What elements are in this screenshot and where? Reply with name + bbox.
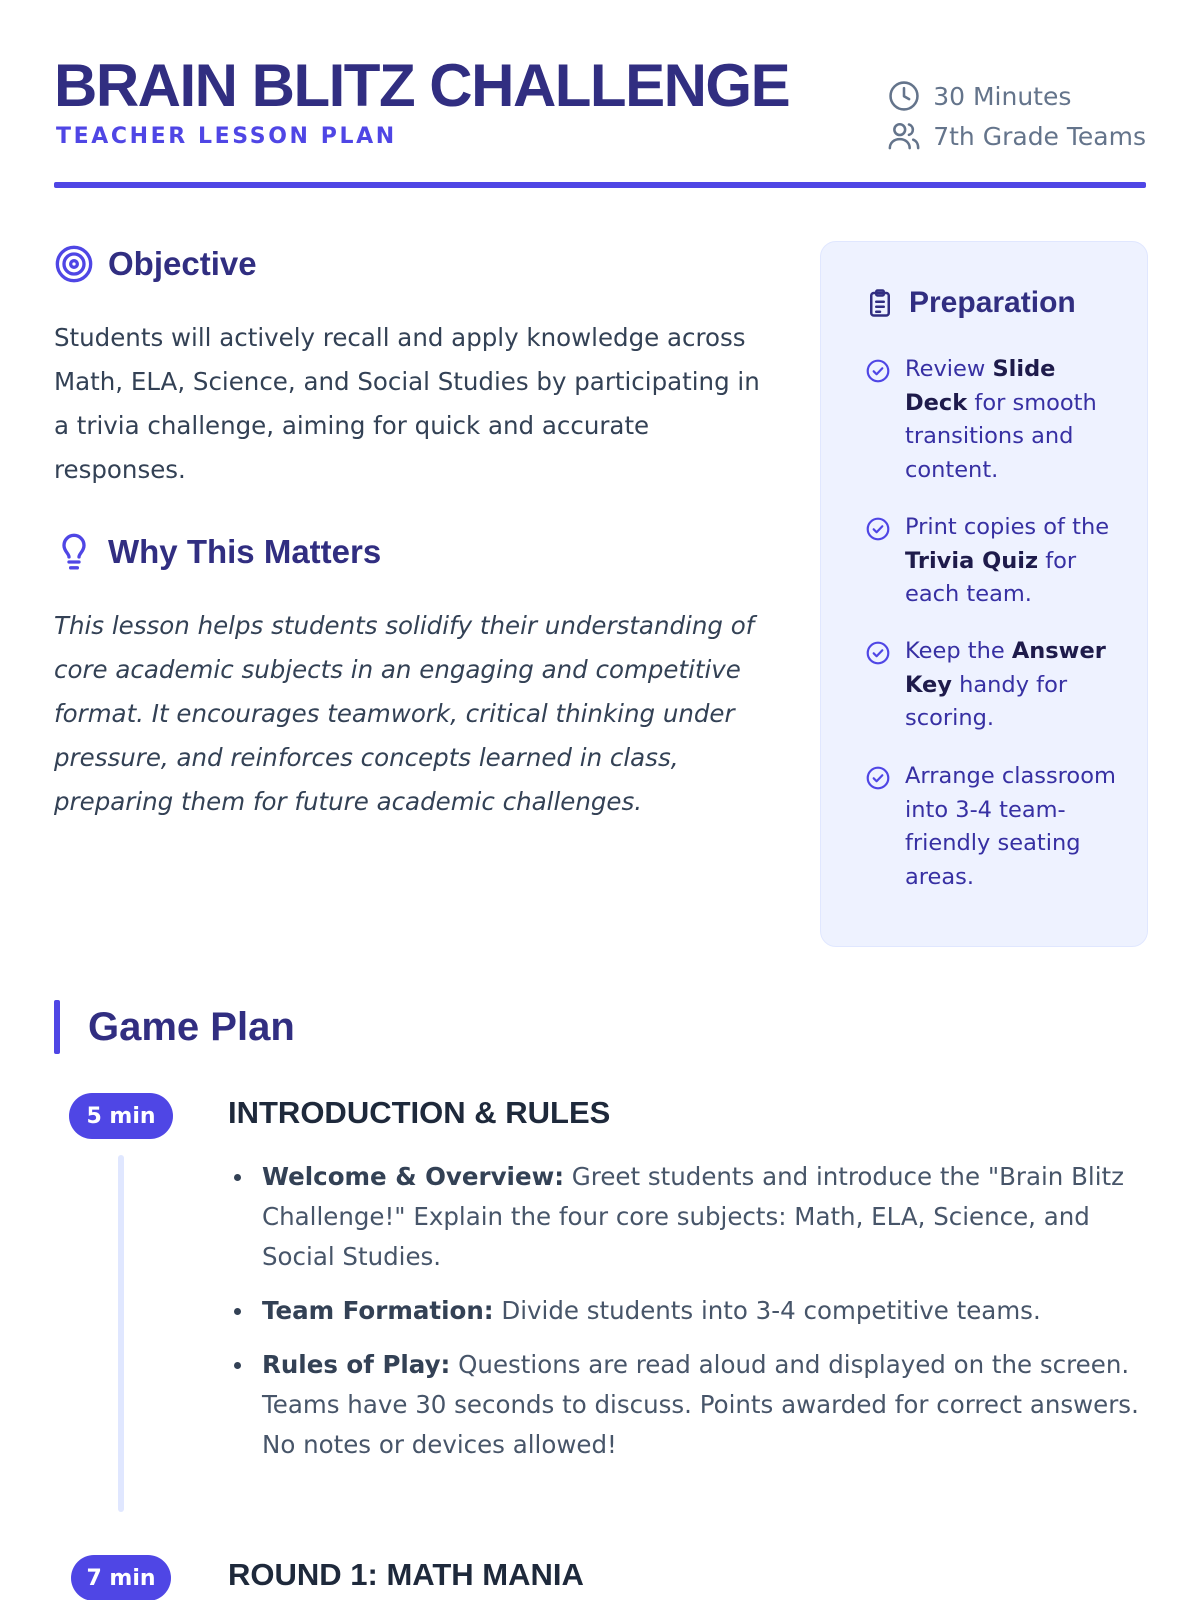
preparation-heading [865, 286, 1076, 320]
preparation-item [865, 511, 1125, 612]
page-title: BRAIN BLITZ CHALLENGE [54, 52, 790, 119]
preparation-item-text: Arrange classroom into 3-4 team-friendly seating areas. [905, 763, 1116, 890]
step-title: INTRODUCTION & RULES [228, 1095, 611, 1130]
check-circle-icon [865, 640, 891, 666]
users-icon [887, 119, 921, 153]
lightbulb-icon [54, 532, 94, 572]
bullet-item: Welcome & Overview: Greet students and introduce the "Brain Blitz Challenge!" Explain the four core subjects: Math, ELA, Science, and Social Studies. [232, 1157, 1152, 1277]
header-divider [54, 182, 1146, 188]
why-heading-text: Why This Matters [108, 533, 382, 570]
audience-row [887, 116, 1146, 156]
objective-heading-text: Objective [108, 245, 257, 282]
page-subtitle: TEACHER LESSON PLAN [56, 124, 397, 149]
duration-row [887, 76, 1146, 116]
preparation-item-text: Review Slide Deck for smooth transitions and content. [905, 356, 1097, 483]
bullet-item: Team Formation: Divide students into 3-4 competitive teams. [232, 1291, 1152, 1331]
objective-heading [54, 244, 257, 284]
lesson-meta [887, 76, 1146, 156]
game-plan-heading: Game Plan [88, 1005, 295, 1049]
check-circle-icon [865, 516, 891, 542]
preparation-item-text: Keep the Answer Key handy for scoring. [905, 638, 1106, 731]
game-plan-accent-bar [54, 1000, 60, 1054]
page-header [54, 52, 1146, 188]
audience-text: 7th Grade Teams [933, 121, 1146, 151]
time-badge: 7 min [71, 1555, 171, 1600]
preparation-panel [820, 241, 1148, 947]
timeline-line [118, 1155, 124, 1512]
preparation-heading-text: Preparation [909, 286, 1076, 319]
target-icon [54, 244, 94, 284]
why-heading [54, 532, 381, 572]
preparation-item [865, 353, 1125, 487]
bullet-item: Rules of Play: Questions are read aloud and displayed on the screen. Teams have 30 seconds to discuss. Points awarded for correct answers. No notes or devices allowed! [232, 1345, 1152, 1465]
check-circle-icon [865, 765, 891, 791]
preparation-item-text: Print copies of the Trivia Quiz for each team. [905, 514, 1110, 607]
step-title: ROUND 1: MATH MANIA [228, 1557, 584, 1592]
preparation-item [865, 760, 1125, 894]
step-bullets [232, 1157, 1152, 1479]
objective-text: Students will actively recall and apply knowledge across Math, ELA, Science, and Social Studies by participating in a trivia challenge, aiming for quick and accurate responses. [54, 323, 760, 484]
clipboard-icon [865, 288, 895, 318]
check-circle-icon [865, 358, 891, 384]
time-badge: 5 min [69, 1093, 173, 1139]
preparation-item [865, 635, 1125, 736]
duration-text: 30 Minutes [933, 81, 1072, 111]
why-text: This lesson helps students solidify their understanding of core academic subjects in an engaging and competitive format. It encourages teamwork, critical thinking under pressure, and reinforces concepts learned in class, preparing them for future academic challenges. [54, 611, 755, 816]
clock-icon [887, 79, 921, 113]
